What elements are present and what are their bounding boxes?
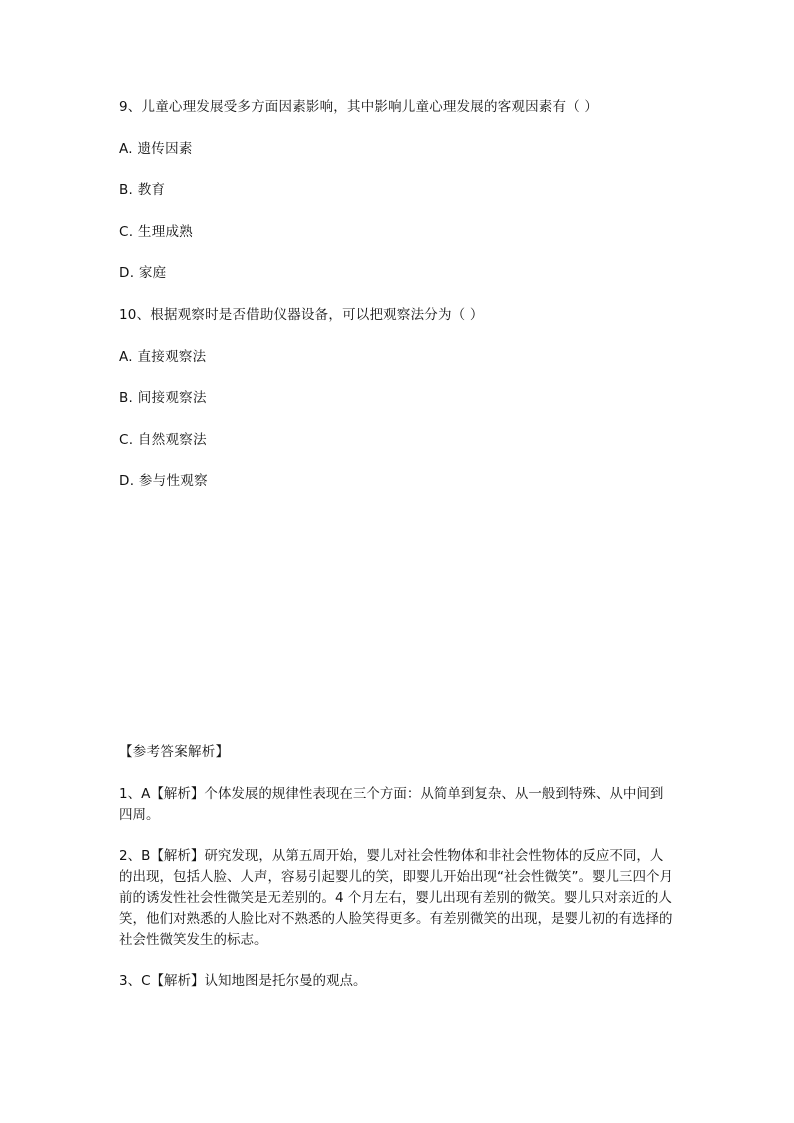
question-9-option-c: C. 生理成熟	[119, 224, 194, 240]
answer-item-2: 2、B【解析】研究发现，从第五周开始，婴儿对社会性物体和非社会性物体的反应不同，人的出现，包括人脸、人声，容易引起婴儿的笑，即婴儿开始出现“社会性微笑”。婴儿三四个月前的诱发性社会性微笑是无差别的。4 个月左右，婴儿出现有差别的微笑。婴儿只对亲近的人笑，他们对熟悉的人脸比对不熟悉的人脸笑得更多。有差别微笑的出现，是婴儿初的有选择的社会性微笑发生的标志。	[119, 848, 673, 948]
question-10-option-d: D. 参与性观察	[119, 473, 208, 489]
question-9-option-d: D. 家庭	[119, 265, 167, 281]
question-9-option-b: B. 教育	[119, 182, 166, 198]
question-10-option-a: A. 直接观察法	[119, 349, 207, 365]
answer-section-heading: 【参考答案解析】	[119, 744, 230, 760]
question-10-option-b: B. 间接观察法	[119, 390, 207, 406]
answer-item-1: 1、A【解析】个体发展的规律性表现在三个方面：从简单到复杂、从一般到特殊、从中间到四周。	[119, 786, 664, 823]
question-10-option-c: C. 自然观察法	[119, 432, 207, 448]
answer-item-3: 3、C【解析】认知地图是托尔曼的观点。	[119, 973, 367, 989]
question-9-text: 9、儿童心理发展受多方面因素影响，其中影响儿童心理发展的客观因素有（ ）	[119, 99, 599, 115]
question-10-text: 10、根据观察时是否借助仪器设备，可以把观察法分为（ ）	[119, 307, 484, 323]
question-9-option-a: A. 遗传因素	[119, 141, 193, 157]
